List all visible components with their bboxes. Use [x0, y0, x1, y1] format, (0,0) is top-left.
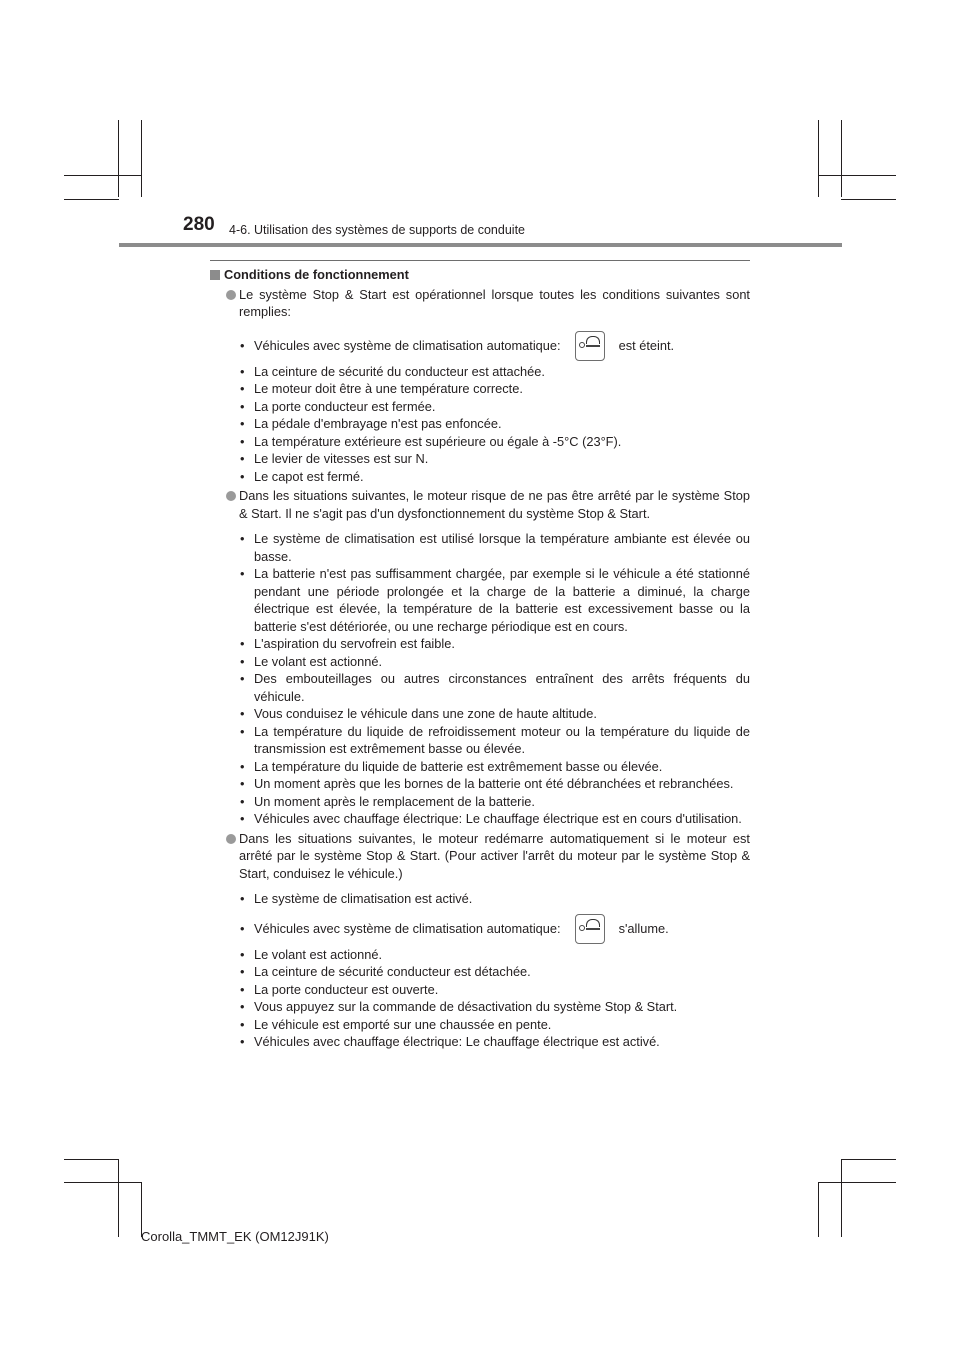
paragraph-text: Le système Stop & Start est opérationnel lorsque toutes les conditions suivantes sont remplies:	[239, 286, 750, 319]
crop-mark	[118, 1159, 119, 1237]
front-defroster-button-icon	[575, 914, 605, 944]
crop-mark	[818, 1182, 819, 1237]
section-heading	[210, 266, 750, 284]
crop-mark	[818, 175, 896, 176]
list-item: • La porte conducteur est ouverte.	[239, 981, 750, 999]
circle-bullet-icon	[226, 491, 236, 501]
crop-mark	[141, 120, 142, 197]
list-item: • Le système de climatisation est activé.	[239, 890, 750, 908]
crop-mark	[64, 1182, 141, 1183]
section-title: 4-6. Utilisation des systèmes de supports de conduite	[229, 223, 525, 237]
list-item-text: • Véhicules avec système de climatisation automatique:	[254, 920, 561, 936]
main-content	[210, 266, 750, 1051]
header-bar	[119, 243, 842, 247]
paragraph-text: Dans les situations suivantes, le moteur risque de ne pas être arrêté par le système Stop & Start. Il ne s'agit pas d'un dysfonctionnement du système Stop & Start.	[239, 488, 750, 521]
list-item: • La ceinture de sécurité du conducteur est attachée.	[239, 363, 750, 381]
section-rule	[210, 260, 750, 261]
list-item: • Le levier de vitesses est sur N.	[239, 450, 750, 468]
restart-list	[210, 890, 750, 1051]
crop-mark	[818, 1182, 896, 1183]
paragraph-text: Dans les situations suivantes, le moteur redémarre automatiquement si le moteur est arrêté par le système Stop & Start. (Pour activer l'arrêt du moteur par le système Stop & Start, conduisez le véhicule.)	[239, 830, 750, 881]
list-item: • La température du liquide de batterie est extrêmement basse ou élevée.	[239, 758, 750, 776]
heading-text: Conditions de fonctionnement	[224, 267, 409, 282]
list-item-text: • Véhicules avec système de climatisation automatique:	[254, 337, 561, 353]
list-item-text: est éteint.	[618, 337, 675, 353]
crop-mark	[118, 120, 119, 197]
list-item: • Le véhicule est emporté sur une chaussée en pente.	[239, 1016, 750, 1034]
crop-mark	[841, 120, 842, 197]
list-item: • La batterie n'est pas suffisamment chargée, par exemple si le véhicule a été stationné pendant une période prolongée et la charge de la batterie a diminué, la charge électrique est élevée, la température de la batterie est excessivement basse ou la batterie s'est détériorée, ou une recharge périodique est en cours.	[239, 565, 750, 635]
list-item: • Un moment après que les bornes de la batterie ont été débranchées et rebranchées.	[239, 775, 750, 793]
list-item	[239, 912, 750, 946]
list-item: • Le volant est actionné.	[239, 946, 750, 964]
list-item-text: s'allume.	[618, 920, 669, 936]
crop-mark	[841, 199, 896, 200]
crop-mark	[841, 1159, 896, 1160]
paragraph	[210, 487, 750, 522]
conditions-list	[210, 329, 750, 486]
crop-mark	[64, 175, 141, 176]
list-item: • La porte conducteur est fermée.	[239, 398, 750, 416]
list-item: • La pédale d'embrayage n'est pas enfoncée.	[239, 415, 750, 433]
list-item: • L'aspiration du servofrein est faible.	[239, 635, 750, 653]
square-bullet-icon	[210, 270, 220, 280]
situations-list	[210, 530, 750, 828]
list-item: • Vous appuyez sur la commande de désactivation du système Stop & Start.	[239, 998, 750, 1016]
paragraph	[210, 830, 750, 883]
front-defroster-button-icon	[575, 331, 605, 361]
list-item: • Le volant est actionné.	[239, 653, 750, 671]
crop-mark	[841, 1159, 842, 1237]
circle-bullet-icon	[226, 290, 236, 300]
list-item: • Le capot est fermé.	[239, 468, 750, 486]
list-item: • Le système de climatisation est utilisé lorsque la température ambiante est élevée ou basse.	[239, 530, 750, 565]
list-item: • Un moment après le remplacement de la batterie.	[239, 793, 750, 811]
list-item: • Véhicules avec chauffage électrique: Le chauffage électrique est activé.	[239, 1033, 750, 1051]
circle-bullet-icon	[226, 834, 236, 844]
list-item: • Vous conduisez le véhicule dans une zone de haute altitude.	[239, 705, 750, 723]
page-number: 280	[183, 214, 215, 235]
crop-mark	[818, 120, 819, 197]
list-item: • Le moteur doit être à une température correcte.	[239, 380, 750, 398]
list-item	[239, 329, 750, 363]
list-item: • La température extérieure est supérieure ou égale à -5°C (23°F).	[239, 433, 750, 451]
list-item: • Des embouteillages ou autres circonstances entraînent des arrêts fréquents du véhicule.	[239, 670, 750, 705]
list-item: • Véhicules avec chauffage électrique: Le chauffage électrique est en cours d'utilisation.	[239, 810, 750, 828]
crop-mark	[64, 1159, 119, 1160]
list-item: • La température du liquide de refroidissement moteur ou la température du liquide de transmission est extrêmement basse ou élevée.	[239, 723, 750, 758]
list-item: • La ceinture de sécurité conducteur est détachée.	[239, 963, 750, 981]
crop-mark	[64, 199, 119, 200]
footer-model-code: Corolla_TMMT_EK (OM12J91K)	[141, 1229, 329, 1244]
paragraph	[210, 286, 750, 321]
